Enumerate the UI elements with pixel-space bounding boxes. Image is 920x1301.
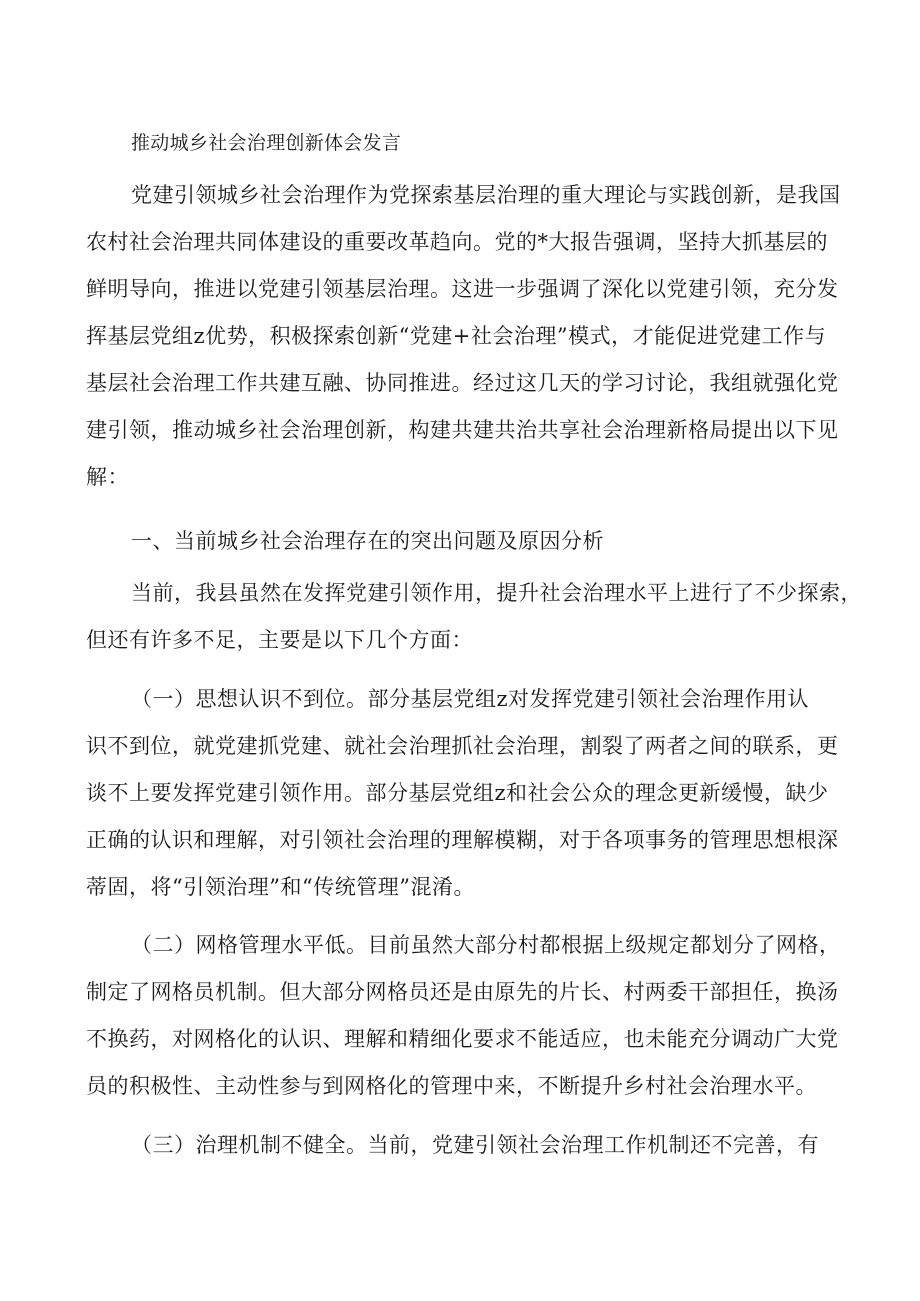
paragraph-line: 制定了网格员机制。但大部分网格员还是由原先的片长、村两委干部担任，换汤 (86, 980, 839, 1004)
paragraph-line: 谈不上要发挥党建引领作用。部分基层党组z和社会公众的理念更新缓慢，缺少 (86, 781, 829, 805)
paragraph-line: 不换药，对网格化的认识、理解和精细化要求不能适应，也未能充分调动广大党 (86, 1027, 839, 1051)
section-heading: 一、当前城乡社会治理存在的突出问题及原因分析 (131, 529, 604, 553)
paragraph-line: 基层社会治理工作共建互融、协同推进。经过这几天的学习讨论，我组就强化党 (86, 371, 839, 395)
paragraph-line: 员的积极性、主动性参与到网格化的管理中来，不断提升乡村社会治理水平。 (86, 1074, 817, 1098)
paragraph-line: 识不到位，就党建抓党建、就社会治理抓社会治理，割裂了两者之间的联系，更 (86, 734, 839, 758)
paragraph-line: 正确的认识和理解，对引领社会治理的理解模糊，对于各项事务的管理思想根深 (86, 828, 839, 852)
paragraph-line: 挥基层党组z优势，积极探索创新“党建+社会治理”模式，才能促进党建工作与 (86, 324, 827, 348)
paragraph-line: 解： (86, 465, 129, 489)
document-title: 推动城乡社会治理创新体会发言 (131, 132, 402, 154)
paragraph-line: 建引领，推动城乡社会治理创新，构建共建共治共享社会治理新格局提出以下见 (86, 418, 839, 442)
subsection-line: （三）治理机制不健全。当前，党建引领社会治理工作机制还不完善，有 (131, 1133, 819, 1157)
subsection-line: （一）思想认识不到位。部分基层党组z对发挥党建引领社会治理作用认 (131, 687, 810, 711)
paragraph-line: 鲜明导向，推进以党建引领基层治理。这进一步强调了深化以党建引领，充分发 (86, 277, 839, 301)
paragraph-line: 党建引领城乡社会治理作为党探索基层治理的重大理论与实践创新，是我国 (131, 183, 841, 207)
paragraph-line: 但还有许多不足，主要是以下几个方面： (86, 628, 473, 652)
subsection-line: （二）网格管理水平低。目前虽然大部分村都根据上级规定都划分了网格， (131, 933, 841, 957)
paragraph-line: 当前，我县虽然在发挥党建引领作用，提升社会治理水平上进行了不少探索， (131, 581, 862, 605)
paragraph-line: 农村社会治理共同体建设的重要改革趋向。党的*大报告强调，坚持大抓基层的 (86, 230, 828, 254)
paragraph-line: 蒂固，将“引领治理”和“传统管理”混淆。 (86, 875, 475, 899)
